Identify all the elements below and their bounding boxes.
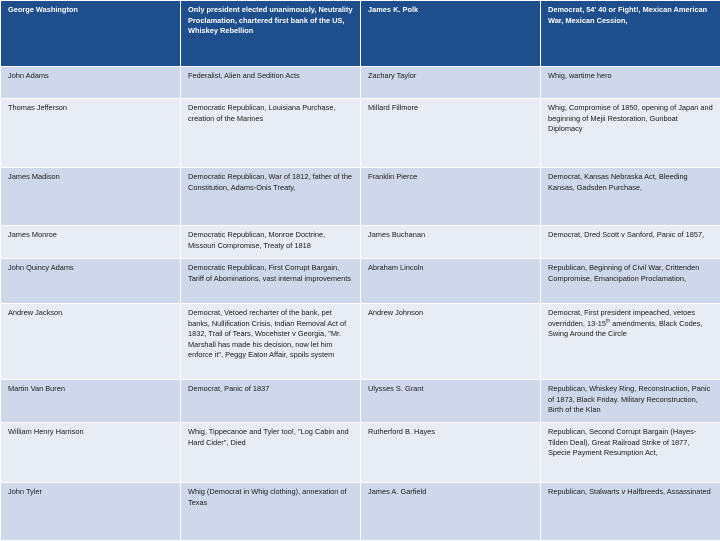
table-row — [1, 67, 720, 99]
right-president-cell: Millard Fillmore — [361, 99, 541, 168]
right-notes-cell: Democrat, Dred Scott v Sanford, Panic of 1857, — [541, 226, 720, 259]
right-notes-cell: Republican, Stalwarts v Halfbreeds, Assassinated — [541, 483, 720, 541]
left-president-cell: Andrew Jackson — [1, 304, 181, 380]
table-row — [1, 168, 720, 226]
left-notes-cell: Whig (Democrat in Whig clothing), annexation of Texas — [181, 483, 361, 541]
left-notes-cell: Federalist, Alien and Sedition Acts — [181, 67, 361, 99]
right-notes-cell: Republican, Beginning of Civil War, Crittenden Compromise, Emancipation Proclamation, — [541, 259, 720, 304]
right-notes-cell — [541, 304, 720, 380]
left-president-cell: John Quincy Adams — [1, 259, 181, 304]
right-notes-cell: Democrat, 54' 40 or Fight!, Mexican American War, Mexican Cession, — [541, 1, 720, 67]
left-president-cell: Martin Van Buren — [1, 380, 181, 423]
right-president-cell: Abraham Lincoln — [361, 259, 541, 304]
left-president-cell: James Madison — [1, 168, 181, 226]
table-row — [1, 483, 720, 541]
right-president-cell: James A. Garfield — [361, 483, 541, 541]
left-president-cell: William Henry Harrison — [1, 423, 181, 483]
notes-text-before: Democrat, First president impeached, vetoes overridden, 13-15 — [548, 308, 695, 328]
right-president-cell: Ulysses S. Grant — [361, 380, 541, 423]
right-president-cell: James K. Polk — [361, 1, 541, 67]
table-row — [1, 380, 720, 423]
table-row — [1, 259, 720, 304]
table-row — [1, 423, 720, 483]
left-notes-cell: Democrat, Vetoed recharter of the bank, pet banks, Nullification Crisis, Indian Removal Act of 1832, Trail of Tears, Wocehster v Georgia, "Mr. Marshall has made his decision, now let him enforce it", Peggy Eaton Affair, spoils system — [181, 304, 361, 380]
right-notes-cell: Democrat, Kansas Nebraska Act, Bleeding Kansas, Gadsden Purchase, — [541, 168, 720, 226]
left-notes-cell: Democratic Republican, Monroe Doctrine, Missouri Compromise, Treaty of 1818 — [181, 226, 361, 259]
left-president-cell: George Washington — [1, 1, 181, 67]
ordinal-suffix: th — [606, 318, 610, 324]
left-notes-cell: Only president elected unanimously, Neutrality Proclamation, chartered first bank of the US, Whiskey Rebellion — [181, 1, 361, 67]
right-notes-cell: Whig, wartime hero — [541, 67, 720, 99]
left-notes-cell: Democratic Republican, War of 1812, father of the Constitution, Adams-Onis Treaty, — [181, 168, 361, 226]
left-president-cell: Thomas Jefferson — [1, 99, 181, 168]
right-president-cell: Rutherford B. Hayes — [361, 423, 541, 483]
table-row — [1, 99, 720, 168]
left-notes-cell: Democrat, Panic of 1837 — [181, 380, 361, 423]
right-notes-cell: Republican, Whiskey Ring, Reconstruction, Panic of 1873, Black Friday. Military Reconstruction, Birth of the Klan — [541, 380, 720, 423]
right-president-cell: Zachary Taylor — [361, 67, 541, 99]
table-row — [1, 304, 720, 380]
right-notes-cell: Whig, Compromise of 1850, opening of Japan and beginning of Mejii Restoration, Gunboat Diplomacy — [541, 99, 720, 168]
table-row — [1, 226, 720, 259]
left-notes-cell: Whig, Tippecanoe and Tyler too!, "Log Cabin and Hard Cider", Died — [181, 423, 361, 483]
table-header-row — [1, 1, 720, 67]
right-president-cell: James Buchanan — [361, 226, 541, 259]
left-president-cell: John Tyler — [1, 483, 181, 541]
left-president-cell: John Adams — [1, 67, 181, 99]
left-notes-cell: Democratic Republican, First Corrupt Bargain, Tariff of Abominations, vast internal improvements — [181, 259, 361, 304]
left-notes-cell: Democratic Republican, Louisiana Purchase, creation of the Marines — [181, 99, 361, 168]
notes-text-after: amendments, Black Codes, Swing Around the Circle — [548, 319, 703, 339]
right-notes-cell: Republican, Second Corrupt Bargain (Hayes-Tilden Deal), Great Railroad Strike of 1877, Specie Payment Resumption Act, — [541, 423, 720, 483]
left-president-cell: James Monroe — [1, 226, 181, 259]
right-president-cell: Andrew Johnson — [361, 304, 541, 380]
right-president-cell: Franklin Pierce — [361, 168, 541, 226]
